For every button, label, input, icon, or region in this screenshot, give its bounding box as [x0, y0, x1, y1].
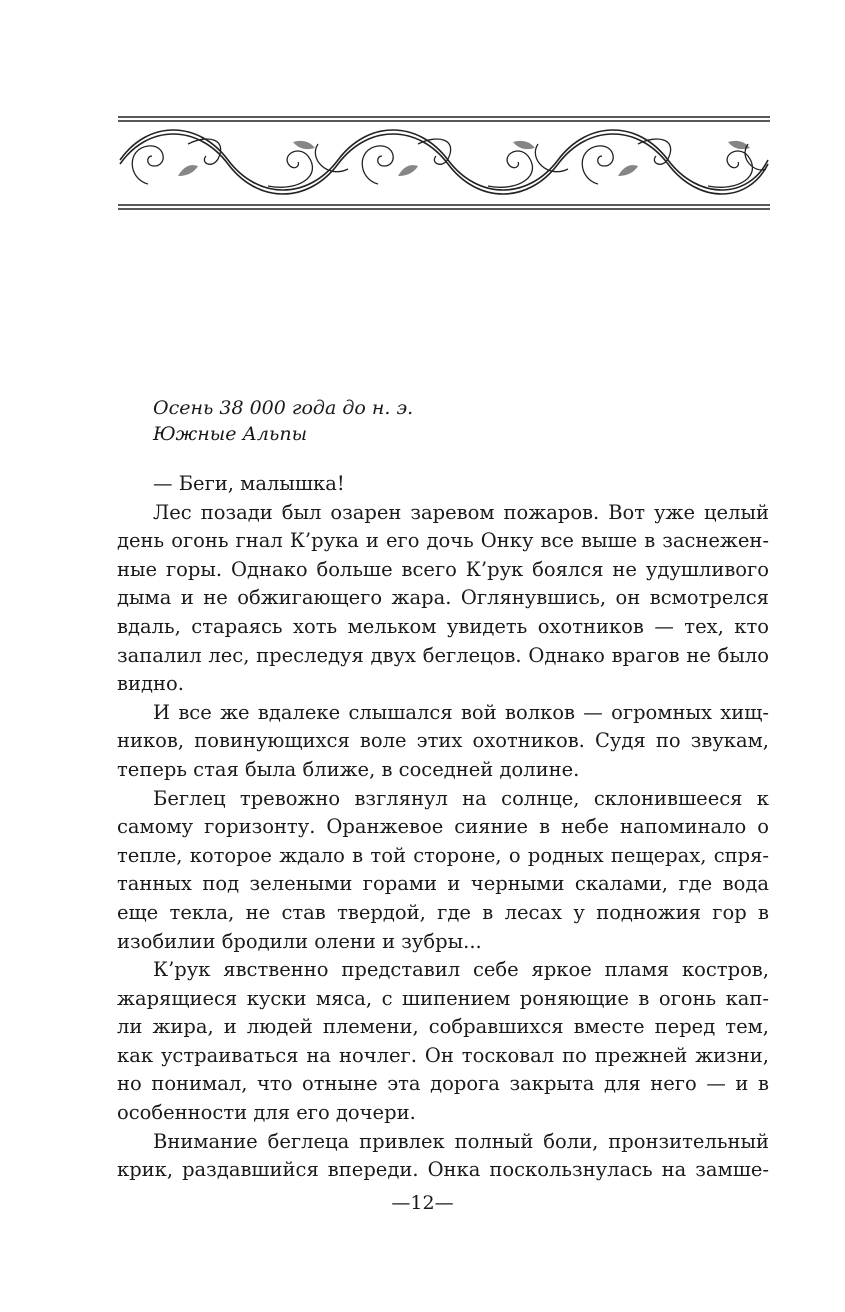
text-line: день огонь гнал К’рука и его дочь Онку все выше в заснежен-	[117, 529, 769, 553]
paragraph	[117, 1128, 769, 1185]
text-line: ные горы. Однако больше всего К’рук боялся не удушливого	[117, 557, 769, 581]
epigraph	[153, 395, 413, 447]
decorative-scroll-border	[118, 114, 770, 212]
text-line: жарящиеся куски мяса, с шипением роняющие в огонь кап-	[117, 986, 769, 1010]
text-line: особенности для его дочери.	[117, 1101, 416, 1125]
body-text	[117, 470, 769, 1185]
text-line: еще текла, не став твердой, где в лесах у подножия гор в	[117, 900, 769, 924]
page-number: —12—	[391, 1192, 454, 1214]
text-line: Внимание беглеца привлек полный боли, пронзительный	[153, 1129, 769, 1153]
text-line: К’рук явственно представил себе яркое пламя костров,	[153, 958, 769, 982]
text-line: запалил лес, преследуя двух беглецов. Однако врагов не было	[117, 643, 769, 667]
text-line: И все же вдалеке слышался вой волков — огромных хищ-	[153, 700, 769, 724]
paragraph	[117, 699, 769, 785]
paragraph	[117, 785, 769, 957]
text-line: самому горизонту. Оранжевое сияние в небе напоминало о	[117, 815, 769, 839]
paragraph	[117, 470, 769, 499]
text-line: тепле, которое ждало в той стороне, о родных пещерах, спря-	[117, 843, 769, 867]
text-line: но понимал, что отныне эта дорога закрыта для него — и в	[117, 1072, 769, 1096]
text-line: крик, раздавшийся впереди. Онка поскользнулась на замше-	[117, 1158, 769, 1182]
text-line: Лес позади был озарен заревом пожаров. Вот уже целый	[153, 500, 769, 524]
paragraph	[117, 956, 769, 1128]
text-line: изобилии бродили олени и зубры...	[117, 929, 482, 953]
text-line: танных под зелеными горами и черными скалами, где вода	[117, 872, 769, 896]
text-line: Беглец тревожно взглянул на солнце, склонившееся к	[153, 786, 769, 810]
text-line: как устраиваться на ночлег. Он тосковал по прежней жизни,	[117, 1043, 769, 1067]
text-line: дыма и не обжигающего жара. Оглянувшись, он всмотрелся	[117, 586, 769, 610]
text-line: — Беги, малышка!	[153, 472, 345, 495]
text-line: теперь стая была ближе, в соседней долине.	[117, 757, 580, 781]
epigraph-date: Осень 38 000 года до н. э.	[153, 397, 414, 419]
text-line: ников, повинующихся воле этих охотников. Судя по звукам,	[117, 729, 769, 753]
epigraph-place: Южные Альпы	[153, 423, 308, 445]
text-line: вдаль, стараясь хоть мельком увидеть охотников — тех, кто	[117, 614, 769, 638]
paragraph	[117, 499, 769, 699]
text-line: ли жира, и людей племени, собравшихся вместе перед тем,	[117, 1015, 769, 1039]
text-line: видно.	[117, 672, 184, 696]
